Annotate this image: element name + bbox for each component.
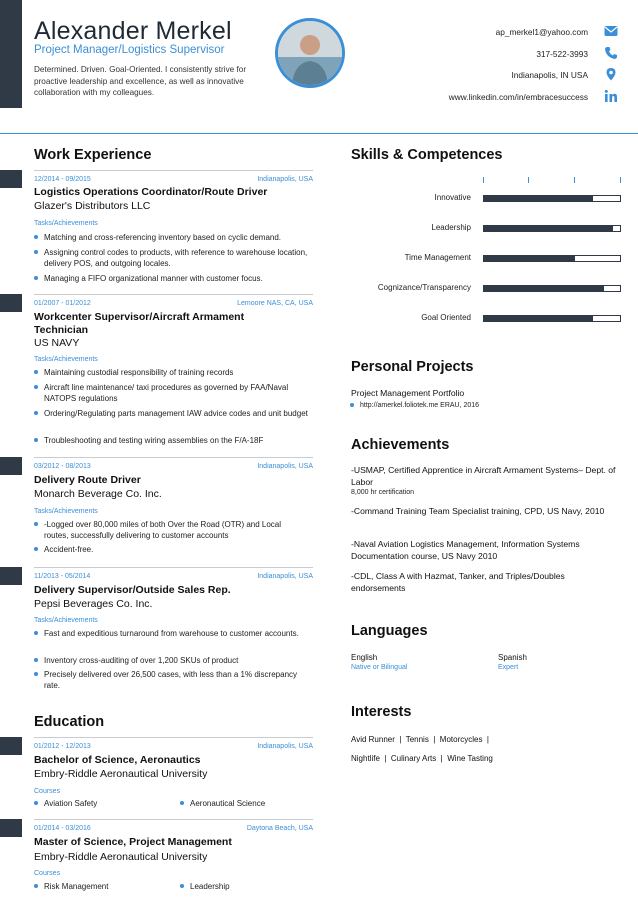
entry-dates: 11/2013 - 05/2014 <box>34 573 91 580</box>
linkedin-icon <box>604 89 618 103</box>
skill-label: Time Management <box>404 253 471 262</box>
contact-linkedin[interactable]: www.linkedin.com/in/embracesuccess <box>448 92 588 102</box>
bullet-item: Fast and expeditious turnaround from warehouse to customer accounts. <box>44 628 306 639</box>
bullet-item: Accident-free. <box>44 544 312 555</box>
company-name: Pepsi Beverages Co. Inc. <box>34 598 153 610</box>
skill-bar-fill <box>484 286 604 291</box>
entry-location: Indianapolis, USA <box>257 176 313 183</box>
achievement-item: -Command Training Team Specialist training, CPD, US Navy, 2010 <box>351 506 605 516</box>
achievement-item: -Naval Aviation Logistics Management, Information Systems Documentation course, US Navy 2010 <box>351 539 580 561</box>
section-title-skills: Skills & Competences <box>351 147 503 163</box>
bullet-item: Aircraft line maintenance/ taxi procedures as governed by FAA/Naval NATOPS regulations <box>44 382 312 404</box>
section-title-languages: Languages <box>351 623 428 639</box>
entry-dates: 01/2012 - 12/2013 <box>34 743 91 750</box>
entry-dates: 01/2014 - 03/2016 <box>34 825 91 832</box>
bullet-item: Matching and cross-referencing inventory based on cyclic demand. <box>44 232 312 243</box>
company-name: US NAVY <box>34 337 80 349</box>
entry-divider <box>34 567 313 568</box>
course-item: Leadership <box>190 881 310 892</box>
contact-email[interactable]: ap_merkel1@yahoo.com <box>495 27 588 37</box>
project-name: Project Management Portfolio <box>351 388 465 398</box>
bullet-item: Ordering/Regulating parts management IAW advice codes and unit budget <box>44 408 312 419</box>
skill-bar-fill <box>484 196 593 201</box>
entry-marker <box>0 170 22 188</box>
course-item: Aviation Safety <box>44 798 164 809</box>
skill-label: Leadership <box>431 223 471 232</box>
section-title-projects: Personal Projects <box>351 359 474 375</box>
entry-location: Indianapolis, USA <box>257 743 313 750</box>
skill-scale-tick <box>483 177 484 183</box>
company-name: Glazer's Distributors LLC <box>34 200 151 212</box>
skill-bar <box>483 255 621 262</box>
entry-divider <box>34 294 313 295</box>
entry-marker <box>0 294 22 312</box>
location-pin-icon <box>604 67 618 81</box>
job-title: Delivery Supervisor/Outside Sales Rep. <box>34 584 231 596</box>
language-name: English <box>351 653 378 662</box>
achievement-note: 8,000 hr certification <box>351 489 415 496</box>
bullet-item: Precisely delivered over 26,500 cases, with less than a 1% discrepancy rate. <box>44 669 306 691</box>
entry-location: Indianapolis, USA <box>257 573 313 580</box>
section-title-achievements: Achievements <box>351 437 450 453</box>
bullet-item: Inventory cross-auditing of over 1,200 SKUs of product <box>44 655 312 666</box>
course-item: Risk Management <box>44 881 164 892</box>
contact-phone[interactable]: 317-522-3993 <box>536 49 588 59</box>
entry-location: Daytona Beach, USA <box>246 825 313 832</box>
skill-scale-tick <box>574 177 575 183</box>
courses-label: Courses <box>34 870 61 877</box>
section-title-education: Education <box>34 714 105 730</box>
header-accent-bar <box>0 0 22 108</box>
entry-marker <box>0 567 22 585</box>
summary-text: Determined. Driven. Goal-Oriented. I consistently strive for proactive leadership and excellence, as well as innovative collaboration with my colleagues. <box>34 65 247 97</box>
tasks-label: Tasks/Achievements <box>34 220 98 227</box>
bullet-item: -Logged over 80,000 miles of both Over the Road (OTR) and Local routes, successfully delivering to customer accounts <box>44 519 306 541</box>
tasks-label: Tasks/Achievements <box>34 356 98 363</box>
skill-bar-fill <box>484 226 613 231</box>
language-level: Expert <box>498 664 519 671</box>
project-link[interactable]: http://amerkel.foliotek.me ERAU, 2016 <box>360 402 480 409</box>
entry-dates: 03/2012 - 08/2013 <box>34 463 91 470</box>
bullet-item: Assigning control codes to products, with reference to warehouse location, delivery POS, and outgoing locales. <box>44 247 312 269</box>
entry-marker <box>0 737 22 755</box>
candidate-name: Alexander Merkel <box>34 17 232 45</box>
skill-scale-tick <box>620 177 621 183</box>
entry-dates: 12/2014 - 09/2015 <box>34 176 91 183</box>
entry-divider <box>34 457 313 458</box>
skill-bar <box>483 285 621 292</box>
school-name: Embry-Riddle Aeronautical University <box>34 851 208 863</box>
skill-bar <box>483 315 621 322</box>
skill-bar <box>483 195 621 202</box>
skill-scale-tick <box>528 177 529 183</box>
header-divider <box>0 133 638 134</box>
entry-location: Indianapolis, USA <box>257 463 313 470</box>
interests-line: Avid Runner | Tennis | Motorcycles | <box>351 735 489 744</box>
skill-bar-fill <box>484 316 593 321</box>
entry-dates: 01/2007 - 01/2012 <box>34 300 91 307</box>
entry-divider <box>34 819 313 820</box>
course-item: Aeronautical Science <box>190 798 310 809</box>
tasks-label: Tasks/Achievements <box>34 617 98 624</box>
job-title: Delivery Route Driver <box>34 474 141 486</box>
phone-icon <box>604 46 618 60</box>
section-title-work: Work Experience <box>34 147 152 163</box>
contact-location: Indianapolis, IN USA <box>511 70 588 80</box>
bullet-item: Managing a FIFO organizational manner with customer focus. <box>44 273 312 284</box>
entry-divider <box>34 737 313 738</box>
tasks-label: Tasks/Achievements <box>34 508 98 515</box>
language-name: Spanish <box>498 653 527 662</box>
entry-divider <box>34 170 313 171</box>
skill-bar <box>483 225 621 232</box>
email-icon <box>604 24 618 38</box>
skill-label: Goal Oriented <box>421 313 471 322</box>
skill-label: Innovative <box>434 193 471 202</box>
bullet-item: Troubleshooting and testing wiring assemblies on the F/A-18F <box>44 435 312 446</box>
profile-photo <box>275 18 345 88</box>
interests-line: Nightlife | Culinary Arts | Wine Tasting <box>351 754 493 763</box>
job-title: Workcenter Supervisor/Aircraft Armament Technician <box>34 311 245 336</box>
courses-label: Courses <box>34 788 61 795</box>
entry-location: Lemoore NAS, CA, USA <box>237 300 313 307</box>
language-level: Native or Bilingual <box>351 664 408 671</box>
company-name: Monarch Beverage Co. Inc. <box>34 488 162 500</box>
entry-marker <box>0 819 22 837</box>
degree-title: Master of Science, Project Management <box>34 836 232 848</box>
skill-bar-fill <box>484 256 575 261</box>
bullet-item: Maintaining custodial responsibility of training records <box>44 367 312 378</box>
achievement-item: -USMAP, Certified Apprentice in Aircraft Armament Systems– Dept. of Labor <box>351 465 616 487</box>
job-title: Logistics Operations Coordinator/Route Driver <box>34 186 268 198</box>
section-title-interests: Interests <box>351 704 412 720</box>
achievement-item: -CDL, Class A with Hazmat, Tanker, and Triples/Doubles endorsements <box>351 571 565 593</box>
entry-marker <box>0 457 22 475</box>
skill-label: Cognizance/Transparency <box>377 283 471 292</box>
candidate-role: Project Manager/Logistics Supervisor <box>34 44 225 56</box>
degree-title: Bachelor of Science, Aeronautics <box>34 754 201 766</box>
school-name: Embry-Riddle Aeronautical University <box>34 768 208 780</box>
